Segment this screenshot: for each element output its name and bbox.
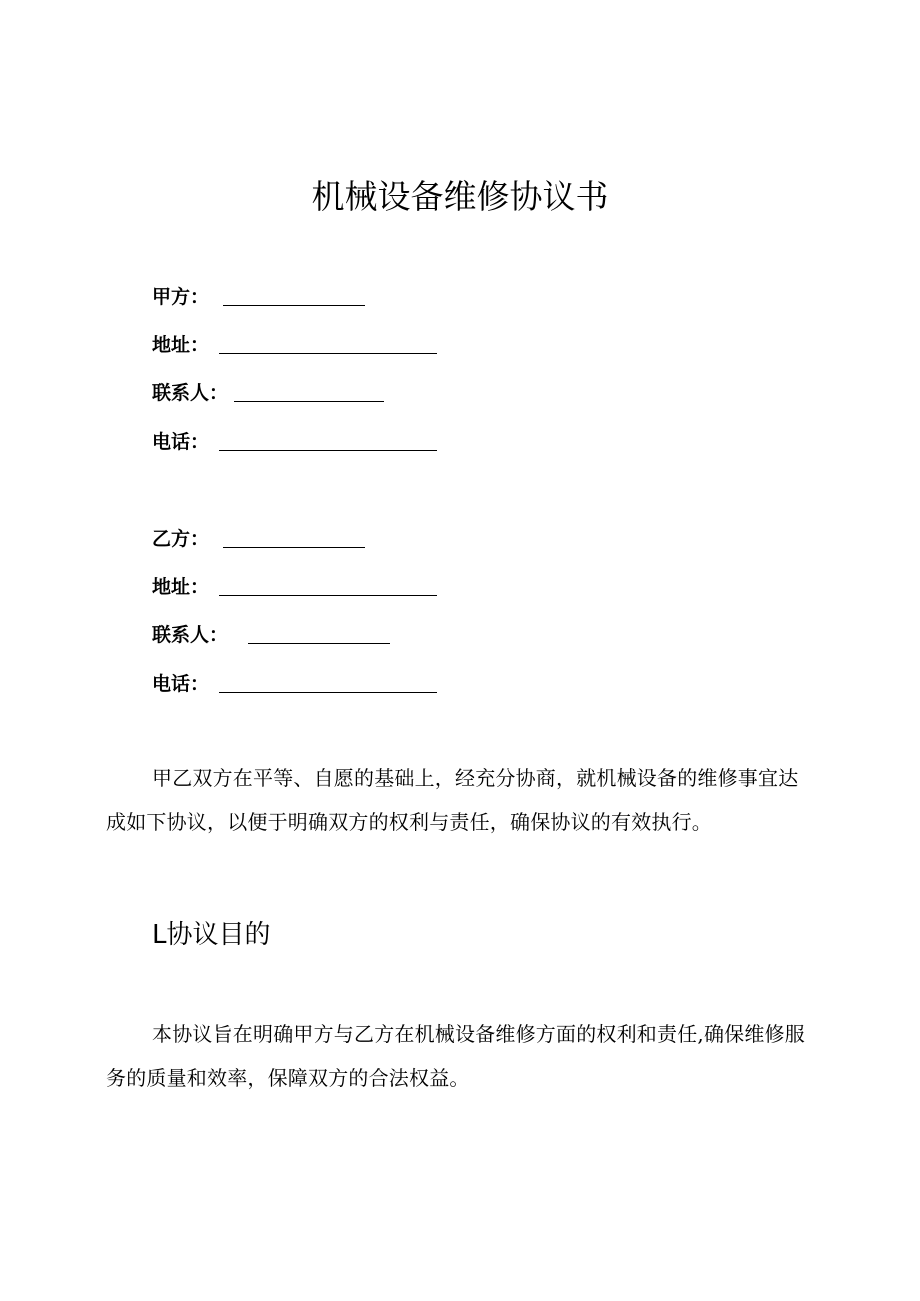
party-b-address-label: 地址： — [152, 576, 210, 598]
party-b-name-row — [152, 524, 365, 554]
party-a-address-label: 地址： — [152, 334, 210, 356]
party-a-name-label: 甲方： — [152, 286, 210, 308]
party-b-name-label: 乙方： — [152, 528, 210, 550]
party-b-contact-blank[interactable] — [248, 643, 390, 644]
party-a-contact-row — [152, 378, 384, 408]
party-a-contact-blank[interactable] — [234, 401, 384, 402]
party-b-contact-row — [152, 620, 390, 650]
party-b-phone-blank[interactable] — [219, 692, 437, 693]
party-b-phone-row — [152, 669, 437, 699]
section-body-purpose: 本协议旨在明确甲方与乙方在机械设备维修方面的权利和责任,确保维修服务的质量和效率，保障双方的合法权益。 — [106, 1022, 805, 1090]
party-b-phone-label: 电话： — [152, 673, 210, 695]
party-a-contact-label: 联系人： — [152, 382, 229, 404]
party-a-address-row — [152, 330, 437, 360]
party-b-name-blank[interactable] — [223, 547, 365, 548]
party-a-name-row — [152, 282, 365, 312]
party-b-contact-label: 联系人： — [152, 624, 229, 646]
party-a-phone-blank[interactable] — [219, 450, 437, 451]
party-a-phone-label: 电话： — [152, 431, 210, 453]
party-a-address-blank[interactable] — [219, 353, 437, 354]
party-a-name-blank[interactable] — [223, 305, 365, 306]
section-heading-purpose: L协议目的 — [152, 920, 271, 950]
party-b-address-row — [152, 572, 437, 602]
intro-paragraph: 甲乙双方在平等、自愿的基础上，经充分协商，就机械设备的维修事宜达成如下协议，以便于明确双方的权利与责任，确保协议的有效执行。 — [106, 766, 799, 834]
party-a-phone-row — [152, 427, 437, 457]
party-b-address-blank[interactable] — [219, 595, 437, 596]
page-title: 机械设备维修协议书 — [311, 177, 609, 216]
